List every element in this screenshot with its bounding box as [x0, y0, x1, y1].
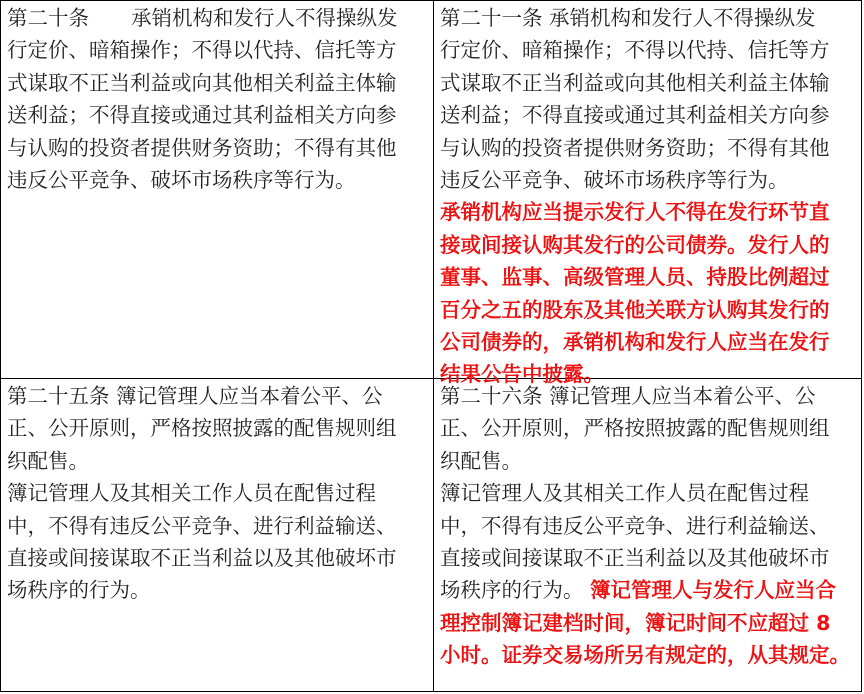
text-line: 违反公平竞争、破坏市场秩序等行为。 [7, 168, 356, 193]
text-line: 第二十一条 承销机构和发行人不得操纵发 [440, 6, 816, 30]
text-line: 第二十条 承销机构和发行人不得操纵发 [7, 6, 398, 30]
text-line: 第二十六条 簿记管理人应当本着公平、公 [440, 384, 816, 408]
text-line: 送利益；不得直接或通过其利益相关方向参 [440, 103, 830, 128]
text-line: 织配售。 [7, 448, 89, 473]
article-number: 第二十条 [7, 6, 89, 30]
added-text-line: 公司债券的，承销机构和发行人应当在发行 [440, 330, 830, 355]
cell-article-20-old [1, 1, 432, 378]
added-text-line: 接或间接认购其发行的公司债券。发行人的 [440, 232, 830, 257]
added-text-line: 理控制簿记建档时间，簿记时间不应超过 8 [440, 610, 831, 635]
text-line: 正、公开原则，严格按照披露的配售规则组 [440, 416, 830, 441]
text-line: 与认购的投资者提供财务资助；不得有其他 [7, 135, 397, 160]
text-line: 中，不得有违反公平竞争、进行利益输送、 [7, 513, 397, 538]
text-line: 式谋取不正当利益或向其他相关利益主体输 [7, 70, 397, 95]
added-text-line: 小时。证券交易场所另有规定的，从其规定。 [440, 643, 850, 668]
text-line: 直接或间接谋取不正当利益以及其他破坏市 [7, 546, 397, 571]
added-text-line: 董事、监事、高级管理人员、持股比例超过 [440, 265, 830, 290]
added-text-segment: 簿记管理人与发行人应当合 [590, 578, 837, 603]
text-line: 式谋取不正当利益或向其他相关利益主体输 [440, 70, 830, 95]
text-line: 正、公开原则，严格按照披露的配售规则组 [7, 416, 397, 441]
added-text-line: 结果公告中披露。 [440, 362, 604, 387]
text-line: 织配售。 [440, 448, 522, 473]
text-line: 簿记管理人及其相关工作人员在配售过程 [7, 481, 376, 506]
cell-article-26-new [434, 379, 861, 691]
cell-article-25-old [1, 379, 432, 691]
text-segment: 场秩序的行为。 [440, 578, 584, 603]
text-line: 簿记管理人及其相关工作人员在配售过程 [440, 481, 809, 506]
added-text-line: 承销机构应当提示发行人不得在发行环节直 [440, 200, 830, 225]
text-line: 中，不得有违反公平竞争、进行利益输送、 [440, 513, 830, 538]
text-line: 直接或间接谋取不正当利益以及其他破坏市 [440, 546, 830, 571]
text-line: 送利益；不得直接或通过其利益相关方向参 [7, 103, 397, 128]
text-line: 与认购的投资者提供财务资助；不得有其他 [440, 135, 830, 160]
text-line: 行定价、暗箱操作；不得以代持、信托等方 [7, 38, 397, 63]
text-line: 行定价、暗箱操作；不得以代持、信托等方 [440, 38, 830, 63]
text-line [440, 574, 861, 606]
text-line: 场秩序的行为。 [7, 578, 151, 603]
text-line: 第二十五条 簿记管理人应当本着公平、公 [7, 384, 383, 408]
added-text-line: 百分之五的股东及其他关联方认购其发行的 [440, 297, 830, 322]
cell-article-21-new [434, 1, 861, 387]
text-line: 违反公平竞争、破坏市场秩序等行为。 [440, 168, 789, 193]
